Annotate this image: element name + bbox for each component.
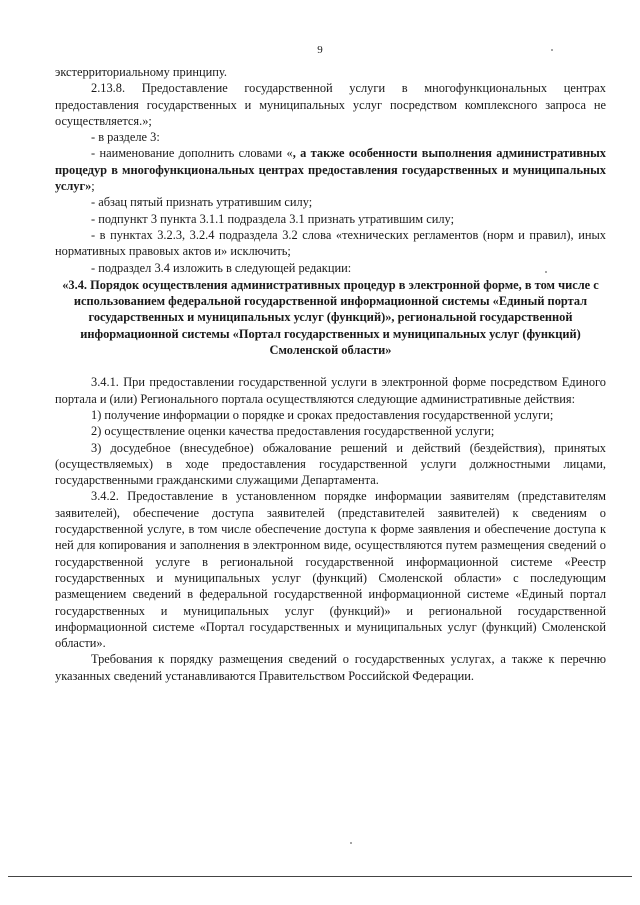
list-item-text: - наименование дополнить словами «	[91, 146, 293, 161]
spacer	[55, 358, 606, 374]
section-heading: «3.4. Порядок осуществления административных процедур в электронной форме, в том числе с использованием федеральной государственной информационной системы «Единый портал государственных и муниципальных услуг (функций)», региональной государственной информационной системы «Портал государственных и муниципальных услуг (функций) Смоленской области»	[62, 277, 599, 358]
text-line: экстерриториальному принципу.	[55, 65, 227, 79]
list-item-text: ;	[91, 179, 95, 194]
list-item: 2) осуществление оценки качества предоставления государственной услуги;	[91, 424, 495, 439]
paragraph-3-4-2: 3.4.2. Предоставление в установленном порядке информации заявителям (представителям заявителей), обеспечение доступа заявителей (представителей заявителей) к сведениям о государственной услуге, в том числе обеспечение доступа к форме заявления и обеспечение доступа к ней для копирования и заполнения в электронном виде, осуществляются путем размещения сведений о государственной услуге в региональной государственной информационной системе «Реестр государственных и муниципальных услуг (функций) Смоленской области» с последующим размещением сведений в федеральной государственной информационной системе «Единый портал государственных и муниципальных услуг (функций)» и региональной государственной информационной системе «Портал государственных и муниципальных услуг (функций) Смоленской области».	[55, 489, 606, 651]
list-item: 3) досудебное (внесудебное) обжалование решений и действий (бездействия), принятых (осуществляемых) в ходе предоставления государственной услуги должностными лицами, государственными гражданскими служащими Департамента.	[55, 440, 606, 488]
list-item: 1) получение информации о порядке и сроках предоставления государственной услуги;	[91, 407, 554, 422]
document-body	[55, 64, 606, 684]
list-item: - подраздел 3.4 изложить в следующей редакции:	[91, 260, 352, 275]
bold-insertion: , а также особенности выполнения административных процедур в многофункциональных центрах предоставления государственных и муниципальных услуг»	[55, 146, 606, 194]
list-item: - в разделе 3:	[91, 130, 160, 145]
paragraph-3-4-1: 3.4.1. При предоставлении государственной услуги в электронной форме посредством Единого портала и (или) Регионального портала осуществляются следующие административные действия:	[55, 375, 606, 406]
page-bottom-rule	[8, 876, 632, 877]
scan-speck	[551, 49, 553, 51]
list-item: - абзац пятый признать утратившим силу;	[91, 195, 313, 210]
list-item-naimenovanie	[55, 145, 606, 194]
scan-speck	[350, 842, 352, 844]
paragraph-trebovaniya: Требования к порядку размещения сведений о государственных услугах, а также к перечню указанных сведений устанавливаются Правительством Российской Федерации.	[55, 652, 606, 683]
page-number: 9	[317, 44, 323, 56]
paragraph-2-13-8: 2.13.8. Предоставление государственной услуги в многофункциональных центрах предоставления государственных и муниципальных услуг посредством комплексного запроса не осуществляется.»;	[55, 81, 606, 128]
list-item: - подпункт 3 пункта 3.1.1 подраздела 3.1 признать утратившим силу;	[91, 211, 455, 226]
list-item: - в пунктах 3.2.3, 3.2.4 подраздела 3.2 слова «технических регламентов (норм и правил), иных нормативных правовых актов и» исключить;	[55, 227, 606, 259]
